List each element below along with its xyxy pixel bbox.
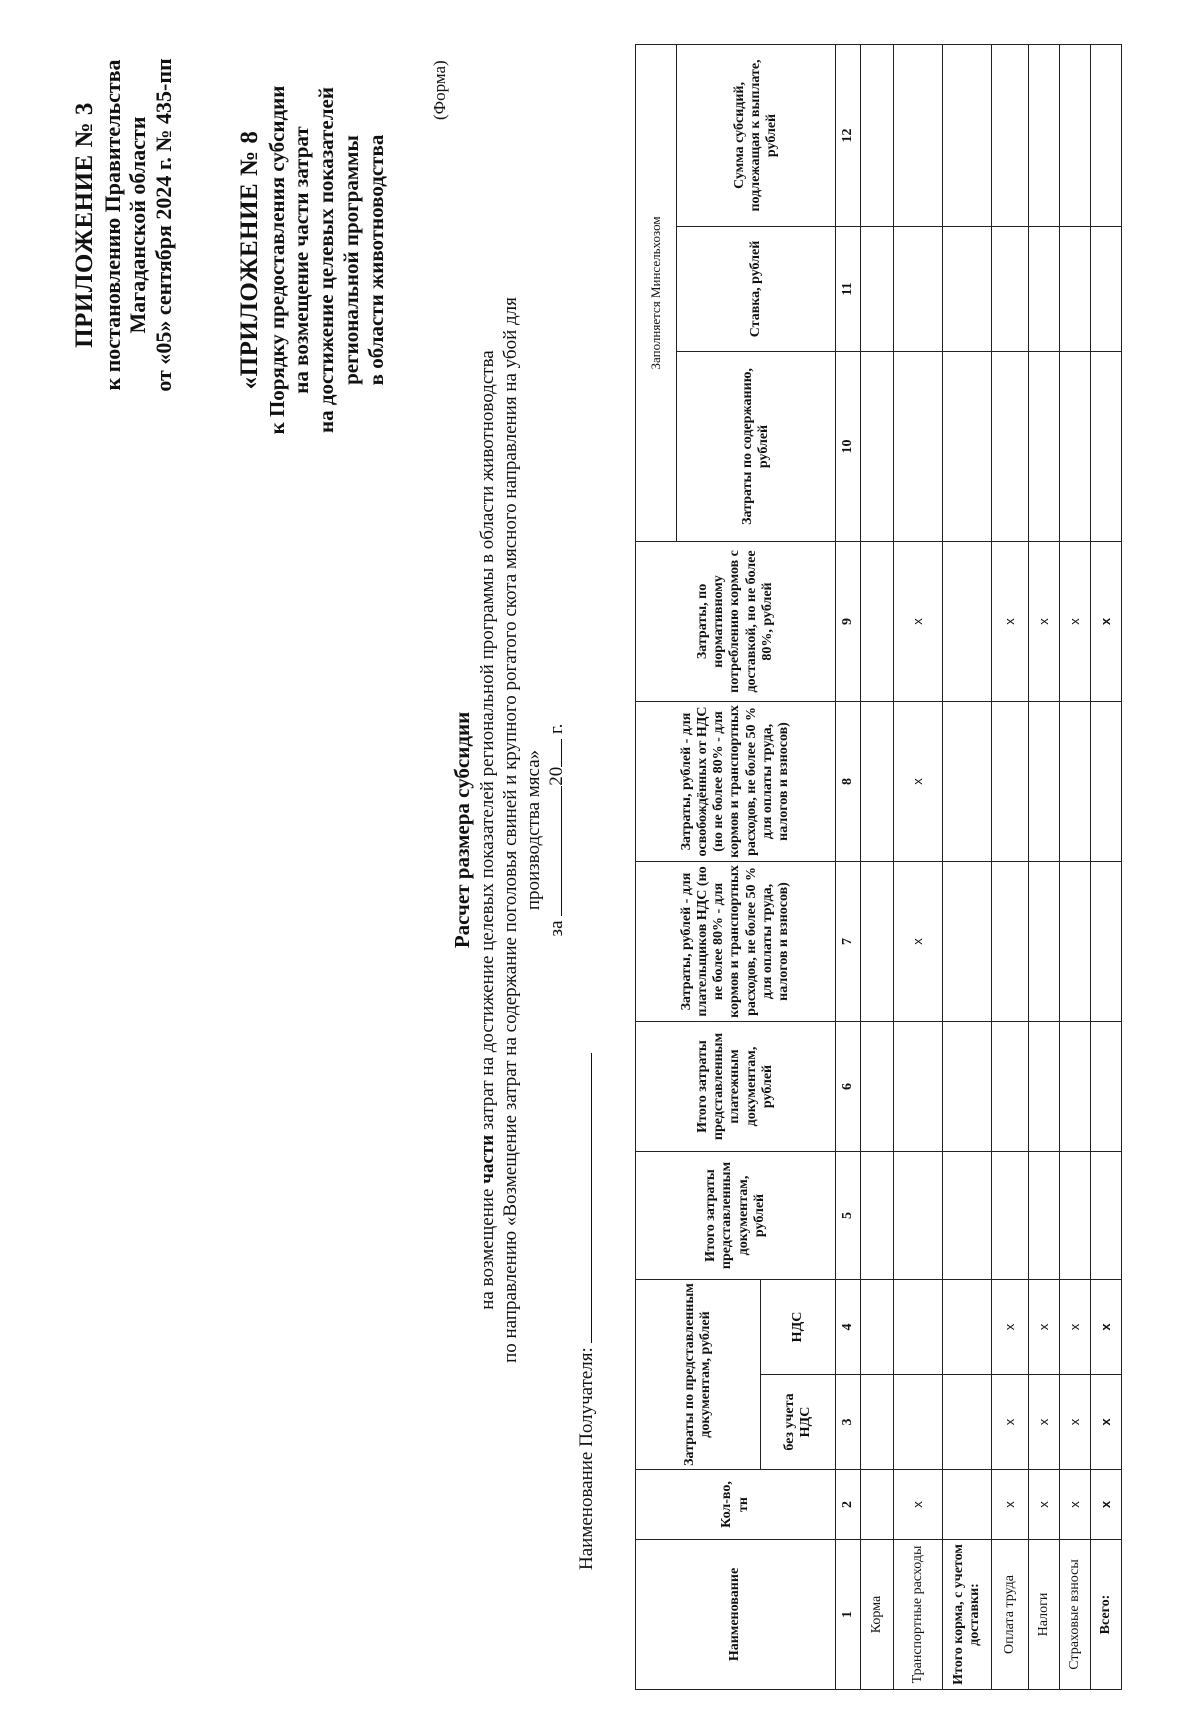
col-number: 4 xyxy=(836,1279,861,1374)
table-row xyxy=(943,44,992,1689)
table-cell[interactable]: x xyxy=(1091,1470,1122,1540)
table-cell[interactable] xyxy=(1060,701,1091,861)
table-cell[interactable] xyxy=(861,1279,894,1374)
table-cell[interactable]: x xyxy=(894,861,943,1021)
table-cell[interactable] xyxy=(943,1470,992,1540)
table-cell[interactable]: x xyxy=(1060,1375,1091,1470)
calculation-title: Расчет размера субсидии xyxy=(450,711,474,949)
table-cell[interactable]: x xyxy=(992,1279,1029,1374)
col-number: 12 xyxy=(836,44,861,226)
table-cell[interactable]: x xyxy=(894,701,943,861)
period-blank[interactable] xyxy=(545,786,562,916)
col-number: 2 xyxy=(836,1470,861,1540)
table-cell[interactable] xyxy=(1029,861,1060,1021)
table-cell[interactable] xyxy=(992,1151,1029,1279)
table-row xyxy=(1091,44,1122,1689)
recipient-blank[interactable] xyxy=(575,1053,592,1343)
table-cell[interactable] xyxy=(894,1375,943,1470)
table-cell[interactable] xyxy=(861,1021,894,1151)
form-mark: (Форма) xyxy=(430,60,449,120)
subsidy-calculation-table xyxy=(635,44,1122,1690)
period-year: 20 xyxy=(546,766,568,786)
table-cell[interactable] xyxy=(894,44,943,226)
table-cell[interactable]: x xyxy=(894,1470,943,1540)
table-cell[interactable]: x xyxy=(992,1470,1029,1540)
col-header-total6: Итого затраты представленным платежным документам, рублей xyxy=(636,1021,836,1151)
col-header-c11: Ставка, рублей xyxy=(677,226,836,351)
col-number: 8 xyxy=(836,701,861,861)
table-cell[interactable] xyxy=(1029,701,1060,861)
col-number: 3 xyxy=(836,1375,861,1470)
table-cell[interactable]: x xyxy=(1091,1375,1122,1470)
table-cell[interactable] xyxy=(861,1375,894,1470)
table-cell[interactable] xyxy=(992,351,1029,541)
calc-bold-text: части xyxy=(476,1134,498,1184)
table-cell[interactable] xyxy=(1091,701,1122,861)
table-row xyxy=(992,44,1029,1689)
table-cell[interactable]: x xyxy=(1029,1470,1060,1540)
table-cell[interactable] xyxy=(943,1021,992,1151)
order-line: к Порядку предоставления субсидии xyxy=(264,85,289,435)
row-name: Налоги xyxy=(1029,1540,1060,1690)
col-number: 7 xyxy=(836,861,861,1021)
table-cell[interactable] xyxy=(1060,226,1091,351)
order-line: в области животноводства xyxy=(363,134,388,386)
col-header-c8: Затраты, рублей - для освобождённых от НДС (но не более 80% - для кормов и транспортных расходов, не более 50 % для оплаты труда, налогов и взносов) xyxy=(636,701,836,861)
table-cell[interactable] xyxy=(1091,44,1122,226)
table-cell[interactable] xyxy=(861,1151,894,1279)
table-cell[interactable] xyxy=(1091,351,1122,541)
col-number: 5 xyxy=(836,1151,861,1279)
table-cell[interactable]: x xyxy=(1029,541,1060,701)
col-header-ministry: Заполняется Минсельхозом xyxy=(636,44,677,541)
table-row xyxy=(894,44,943,1689)
col-number: 9 xyxy=(836,541,861,701)
order-title: «ПРИЛОЖЕНИЕ № 8 xyxy=(236,130,263,390)
row-name: Итого корма, с учетом доставки: xyxy=(943,1540,992,1690)
col-header-docs: Затраты по представленным документам, рублей xyxy=(636,1279,761,1469)
table-cell[interactable]: x xyxy=(992,1375,1029,1470)
table-cell[interactable] xyxy=(943,1151,992,1279)
table-cell[interactable] xyxy=(943,351,992,541)
table-cell[interactable] xyxy=(894,1021,943,1151)
table-cell[interactable] xyxy=(943,44,992,226)
appendix-title: ПРИЛОЖЕНИЕ № 3 xyxy=(71,102,98,348)
table-cell[interactable] xyxy=(894,226,943,351)
table-cell[interactable] xyxy=(943,1375,992,1470)
table-row xyxy=(1060,44,1091,1689)
table-body xyxy=(861,44,1122,1689)
col-header-docs-no-vat: без учета НДС xyxy=(761,1375,836,1470)
row-name: Корма xyxy=(861,1540,894,1690)
table-cell[interactable] xyxy=(943,861,992,1021)
table-cell[interactable] xyxy=(861,861,894,1021)
order-header xyxy=(235,0,388,530)
appendix-header xyxy=(70,10,177,440)
calculation-line-2: по направлению «Возмещение затрат на содержание поголовья свиней и крупного рогатого скота мясного направления на убой для xyxy=(499,297,521,1363)
table-cell[interactable] xyxy=(992,44,1029,226)
appendix-line: от «05» сентября 2024 г. № 435-пп xyxy=(151,58,177,392)
table-cell[interactable]: x xyxy=(1060,541,1091,701)
period-line xyxy=(545,180,568,1480)
table-cell[interactable] xyxy=(1060,1151,1091,1279)
calculation-heading xyxy=(450,180,568,1480)
calculation-line-1 xyxy=(476,180,499,1480)
table-cell[interactable] xyxy=(992,701,1029,861)
col-header-qty: Кол-во, тн xyxy=(636,1470,836,1540)
table-cell[interactable] xyxy=(1091,226,1122,351)
table-cell[interactable] xyxy=(943,226,992,351)
col-number: 11 xyxy=(836,226,861,351)
table-cell[interactable] xyxy=(1029,226,1060,351)
table-cell[interactable]: x xyxy=(1060,1470,1091,1540)
table-cell[interactable] xyxy=(1091,1151,1122,1279)
recipient-line xyxy=(575,1053,598,1570)
row-name: Транспортные расходы xyxy=(894,1540,943,1690)
table-cell[interactable] xyxy=(943,701,992,861)
table-cell[interactable] xyxy=(1029,1151,1060,1279)
col-header-c7: Затраты, рублей - для плательщиков НДС (но не более 80% - для кормов и транспортных расходов, не более 50 % для оплаты труда, налогов и взносов) xyxy=(636,861,836,1021)
col-number: 1 xyxy=(836,1540,861,1690)
table-cell[interactable] xyxy=(1029,1021,1060,1151)
order-line: региональной программы xyxy=(338,135,363,385)
col-header-c12: Сумма субсидий, подлежащая к выплате, рублей xyxy=(677,44,836,226)
table-row xyxy=(861,44,894,1689)
table-cell[interactable] xyxy=(1060,1021,1091,1151)
calculation-line-3: производства мяса» xyxy=(522,749,544,911)
table-cell[interactable] xyxy=(1060,44,1091,226)
table-cell[interactable] xyxy=(992,861,1029,1021)
table-cell[interactable] xyxy=(943,1279,992,1374)
table-cell[interactable]: x xyxy=(1060,1279,1091,1374)
col-header-name: Наименование xyxy=(636,1540,836,1690)
table-cell[interactable] xyxy=(861,701,894,861)
table-cell[interactable] xyxy=(861,226,894,351)
row-name: Страховые взносы xyxy=(1060,1540,1091,1690)
col-number: 10 xyxy=(836,351,861,541)
table-cell[interactable] xyxy=(861,44,894,226)
table-cell[interactable] xyxy=(992,1021,1029,1151)
recipient-label: Наименование Получателя: xyxy=(576,1347,597,1570)
table-cell[interactable] xyxy=(894,351,943,541)
row-name: Оплата труда xyxy=(992,1540,1029,1690)
calc-text: на возмещение xyxy=(476,1183,498,1310)
table-row xyxy=(1029,44,1060,1689)
table-cell[interactable]: x xyxy=(1029,1279,1060,1374)
column-number-row xyxy=(836,44,861,1689)
period-prefix: за xyxy=(546,920,568,937)
col-header-docs-vat: НДС xyxy=(761,1279,836,1374)
table-cell[interactable] xyxy=(1091,861,1122,1021)
table-cell[interactable] xyxy=(1060,861,1091,1021)
order-line: на возмещение части затрат xyxy=(289,126,314,394)
appendix-line: Магаданской области xyxy=(125,116,151,334)
table-cell[interactable]: x xyxy=(894,541,943,701)
table-cell[interactable]: x xyxy=(1029,1375,1060,1470)
table-cell[interactable] xyxy=(894,1279,943,1374)
col-header-total5: Итого затраты представленным документам, рублей xyxy=(636,1151,836,1279)
order-line: на достижение целевых показателей xyxy=(314,87,339,433)
table-cell[interactable] xyxy=(943,541,992,701)
period-suffix: г. xyxy=(546,723,568,734)
appendix-line: к постановлению Правительства xyxy=(99,59,125,391)
year-blank[interactable] xyxy=(545,739,562,767)
col-number: 6 xyxy=(836,1021,861,1151)
table-cell[interactable] xyxy=(861,1470,894,1540)
table-cell[interactable]: x xyxy=(1091,1279,1122,1374)
table-cell[interactable]: x xyxy=(992,541,1029,701)
table-cell[interactable] xyxy=(1029,351,1060,541)
table-cell[interactable] xyxy=(861,351,894,541)
table-cell[interactable]: x xyxy=(1091,541,1122,701)
col-header-c10: Затраты по содержанию, рублей xyxy=(677,351,836,541)
table-cell[interactable] xyxy=(894,1151,943,1279)
calc-text: затрат на достижение целевых показателей региональной программы в области животноводства xyxy=(476,350,498,1135)
table-cell[interactable] xyxy=(992,226,1029,351)
table-cell[interactable] xyxy=(1060,351,1091,541)
table-cell[interactable] xyxy=(1091,1021,1122,1151)
table-cell[interactable] xyxy=(1029,44,1060,226)
table-cell[interactable] xyxy=(861,541,894,701)
row-name: Всего: xyxy=(1091,1540,1122,1690)
col-header-c9: Затраты, по нормативному потреблению кормов с доставкой, но не более 80%, рублей xyxy=(636,541,836,701)
